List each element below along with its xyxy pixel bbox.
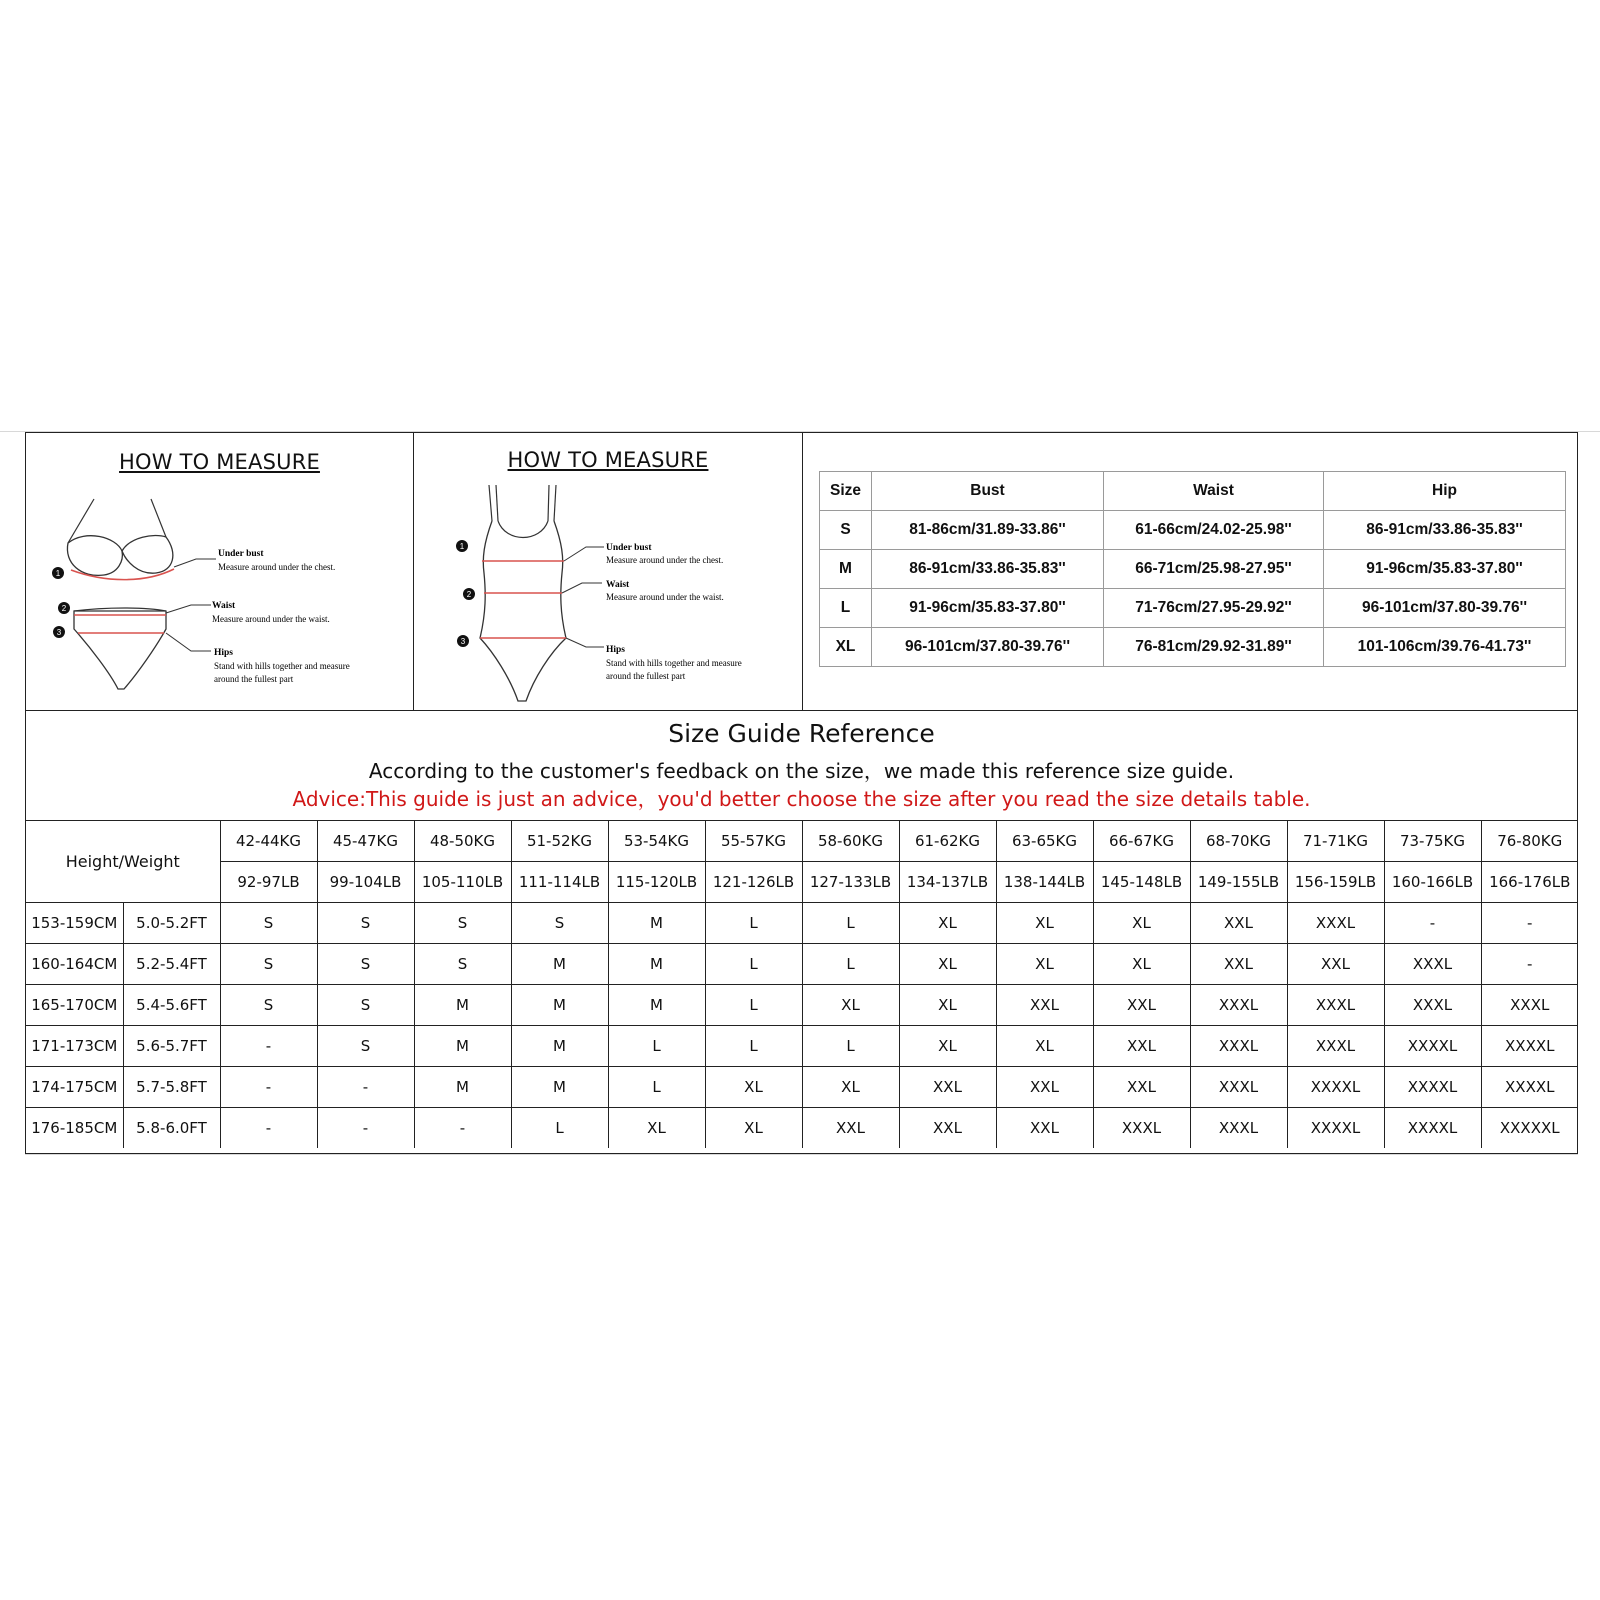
- weight-lb-header: 138-144LB: [996, 862, 1093, 903]
- column-header: Bust: [872, 472, 1104, 511]
- measurement-cell: 71-76cm/27.95-29.92'': [1104, 589, 1324, 628]
- column-header: Size: [820, 472, 872, 511]
- weight-lb-header: 121-126LB: [705, 862, 802, 903]
- size-cell: XXXXL: [1287, 1108, 1384, 1149]
- weight-lb-header: 127-133LB: [802, 862, 899, 903]
- weight-kg-header: 53-54KG: [608, 821, 705, 862]
- bottom-edge-line: [25, 1154, 1578, 1155]
- size-cell: L: [802, 1026, 899, 1067]
- size-cell: S: [317, 985, 414, 1026]
- size-cell: XXXL: [1481, 985, 1578, 1026]
- size-cell: L: [511, 1108, 608, 1149]
- size-cell: XL: [996, 903, 1093, 944]
- under-bust-desc: Measure around under the chest.: [606, 555, 724, 565]
- size-cell: XXL: [996, 1067, 1093, 1108]
- height-cm-cell: 176-185CM: [26, 1108, 123, 1149]
- hips-desc-line2: around the fullest part: [214, 674, 294, 684]
- size-cell: XXXL: [1287, 985, 1384, 1026]
- size-cell: L: [705, 1026, 802, 1067]
- size-cell: XXL: [1287, 944, 1384, 985]
- size-cell: XXL: [1093, 1026, 1190, 1067]
- height-cm-cell: 165-170CM: [26, 985, 123, 1026]
- size-cell: S: [414, 903, 511, 944]
- weight-kg-header: 76-80KG: [1481, 821, 1578, 862]
- size-cell: XL: [899, 985, 996, 1026]
- weight-kg-row: [26, 821, 1578, 862]
- weight-lb-header: 156-159LB: [1287, 862, 1384, 903]
- size-cell: S: [414, 944, 511, 985]
- size-cell: XXXXL: [1287, 1067, 1384, 1108]
- size-cell: XL: [820, 628, 872, 667]
- table-header-row: [820, 472, 1566, 511]
- guide-subtitle: According to the customer's feedback on the size，we made this reference size guide.: [368, 759, 1235, 783]
- weight-kg-header: 73-75KG: [1384, 821, 1481, 862]
- size-cell: XXXL: [1287, 1026, 1384, 1067]
- size-cell: XL: [996, 1026, 1093, 1067]
- size-cell: M: [511, 1067, 608, 1108]
- size-cell: S: [220, 985, 317, 1026]
- size-cell: XL: [899, 944, 996, 985]
- size-cell: XXL: [1190, 944, 1287, 985]
- panel-title: HOW TO MEASURE: [507, 448, 709, 472]
- measurement-cell: 76-81cm/29.92-31.89'': [1104, 628, 1324, 667]
- weight-kg-header: 66-67KG: [1093, 821, 1190, 862]
- column-header: Hip: [1324, 472, 1566, 511]
- measurement-cell: 96-101cm/37.80-39.76'': [1324, 589, 1566, 628]
- measurement-cell: 91-96cm/35.83-37.80'': [1324, 550, 1566, 589]
- size-cell: XXL: [1093, 985, 1190, 1026]
- weight-lb-header: 115-120LB: [608, 862, 705, 903]
- size-cell: XL: [608, 1108, 705, 1149]
- table-row: [26, 985, 1578, 1026]
- size-cell: S: [511, 903, 608, 944]
- waist-title: Waist: [212, 601, 236, 611]
- under-bust-desc: Measure around under the chest.: [218, 562, 336, 572]
- size-cell: XXXL: [1384, 944, 1481, 985]
- size-cell: XXXL: [1093, 1108, 1190, 1149]
- size-cell: XXXXXL: [1481, 1108, 1578, 1149]
- size-cell: M: [414, 985, 511, 1026]
- weight-kg-header: 63-65KG: [996, 821, 1093, 862]
- size-cell: M: [511, 985, 608, 1026]
- table-row: [26, 1108, 1578, 1149]
- weight-kg-header: 71-71KG: [1287, 821, 1384, 862]
- table-row: [26, 944, 1578, 985]
- table-row: [26, 903, 1578, 944]
- size-cell: M: [511, 944, 608, 985]
- size-cell: -: [414, 1108, 511, 1149]
- weight-kg-header: 48-50KG: [414, 821, 511, 862]
- size-cell: -: [1384, 903, 1481, 944]
- size-cell: M: [608, 903, 705, 944]
- weight-lb-header: 105-110LB: [414, 862, 511, 903]
- table-row: [820, 589, 1566, 628]
- size-cell: XL: [1093, 903, 1190, 944]
- weight-lb-header: 160-166LB: [1384, 862, 1481, 903]
- size-cell: XXXL: [1190, 1026, 1287, 1067]
- panel-title: HOW TO MEASURE: [119, 450, 320, 474]
- size-cell: S: [317, 1026, 414, 1067]
- size-cell: XXL: [899, 1067, 996, 1108]
- size-cell: -: [1481, 903, 1578, 944]
- size-cell: XL: [899, 1026, 996, 1067]
- hips-title: Hips: [606, 645, 626, 655]
- size-reference-table: [26, 821, 1578, 1148]
- size-cell: XL: [705, 1067, 802, 1108]
- size-cell: L: [608, 1067, 705, 1108]
- size-cell: -: [1481, 944, 1578, 985]
- bikini-diagram-illustration: [26, 433, 414, 710]
- measurement-cell: 101-106cm/39.76-41.73'': [1324, 628, 1566, 667]
- size-cell: XL: [802, 1067, 899, 1108]
- measurement-cell: 66-71cm/25.98-27.95'': [1104, 550, 1324, 589]
- size-cell: XXXXL: [1384, 1108, 1481, 1149]
- hips-desc-line2: around the fullest part: [606, 671, 686, 681]
- how-to-measure-onepiece-panel: [414, 433, 803, 710]
- column-header: Waist: [1104, 472, 1324, 511]
- measurement-cell: 61-66cm/24.02-25.98'': [1104, 511, 1324, 550]
- marker-1: 1: [459, 542, 465, 551]
- guide-advice: Advice:This guide is just an advice，you'd better choose the size after you read the size details table.: [292, 787, 1311, 811]
- size-cell: XXXL: [1287, 903, 1384, 944]
- table-row: [26, 1026, 1578, 1067]
- hips-desc-line1: Stand with hills together and measure: [214, 661, 350, 671]
- weight-lb-row: [26, 862, 1578, 903]
- table-row: [820, 628, 1566, 667]
- size-cell: S: [220, 903, 317, 944]
- size-cell: XXL: [996, 985, 1093, 1026]
- measurements-table: [819, 471, 1566, 667]
- height-cm-cell: 153-159CM: [26, 903, 123, 944]
- measurements-panel: [803, 433, 1578, 710]
- height-ft-cell: 5.6-5.7FT: [123, 1026, 220, 1067]
- size-cell: L: [705, 903, 802, 944]
- size-cell: L: [705, 944, 802, 985]
- size-cell: S: [820, 511, 872, 550]
- size-cell: S: [317, 903, 414, 944]
- marker-3: 3: [56, 628, 62, 637]
- waist-desc: Measure around under the waist.: [212, 614, 330, 624]
- height-cm-cell: 174-175CM: [26, 1067, 123, 1108]
- size-cell: -: [317, 1108, 414, 1149]
- size-cell: M: [608, 985, 705, 1026]
- marker-2: 2: [466, 590, 472, 599]
- weight-lb-header: 166-176LB: [1481, 862, 1578, 903]
- size-cell: L: [802, 944, 899, 985]
- weight-kg-header: 58-60KG: [802, 821, 899, 862]
- height-ft-cell: 5.4-5.6FT: [123, 985, 220, 1026]
- size-cell: XXL: [899, 1108, 996, 1149]
- weight-lb-header: 99-104LB: [317, 862, 414, 903]
- weight-kg-header: 51-52KG: [511, 821, 608, 862]
- size-chart-sheet: [25, 432, 1578, 1154]
- size-cell: XXXL: [1190, 1067, 1287, 1108]
- measurement-cell: 86-91cm/33.86-35.83'': [872, 550, 1104, 589]
- size-cell: -: [220, 1026, 317, 1067]
- marker-2: 2: [61, 604, 67, 613]
- measurement-cell: 86-91cm/33.86-35.83'': [1324, 511, 1566, 550]
- size-cell: M: [608, 944, 705, 985]
- size-cell: XXXL: [1190, 1108, 1287, 1149]
- under-bust-title: Under bust: [218, 549, 264, 559]
- onepiece-diagram-illustration: [414, 433, 803, 710]
- size-cell: M: [820, 550, 872, 589]
- hips-title: Hips: [214, 648, 234, 658]
- weight-lb-header: 111-114LB: [511, 862, 608, 903]
- height-weight-corner: Height/Weight: [26, 821, 220, 903]
- measurement-cell: 81-86cm/31.89-33.86'': [872, 511, 1104, 550]
- size-cell: -: [220, 1067, 317, 1108]
- size-cell: XL: [899, 903, 996, 944]
- under-bust-title: Under bust: [606, 543, 652, 553]
- weight-lb-header: 145-148LB: [1093, 862, 1190, 903]
- weight-kg-header: 68-70KG: [1190, 821, 1287, 862]
- height-ft-cell: 5.8-6.0FT: [123, 1108, 220, 1149]
- table-row: [820, 550, 1566, 589]
- size-cell: S: [220, 944, 317, 985]
- size-cell: L: [705, 985, 802, 1026]
- marker-3: 3: [460, 637, 466, 646]
- waist-desc: Measure around under the waist.: [606, 592, 724, 602]
- size-cell: XL: [1093, 944, 1190, 985]
- size-cell: XXL: [1093, 1067, 1190, 1108]
- how-to-measure-bikini-panel: [26, 433, 414, 710]
- waist-title: Waist: [606, 580, 630, 590]
- size-cell: L: [802, 903, 899, 944]
- weight-kg-header: 61-62KG: [899, 821, 996, 862]
- size-cell: M: [511, 1026, 608, 1067]
- size-cell: S: [317, 944, 414, 985]
- height-cm-cell: 171-173CM: [26, 1026, 123, 1067]
- size-cell: XL: [996, 944, 1093, 985]
- size-cell: XL: [705, 1108, 802, 1149]
- size-cell: XXL: [802, 1108, 899, 1149]
- weight-kg-header: 55-57KG: [705, 821, 802, 862]
- size-cell: L: [820, 589, 872, 628]
- size-cell: XXXL: [1190, 985, 1287, 1026]
- size-cell: XXXXL: [1384, 1067, 1481, 1108]
- weight-kg-header: 42-44KG: [220, 821, 317, 862]
- height-ft-cell: 5.0-5.2FT: [123, 903, 220, 944]
- size-cell: M: [414, 1026, 511, 1067]
- size-cell: XXL: [996, 1108, 1093, 1149]
- size-cell: L: [608, 1026, 705, 1067]
- marker-1: 1: [55, 569, 61, 578]
- table-row: [820, 511, 1566, 550]
- size-cell: XXXXL: [1384, 1026, 1481, 1067]
- guide-title: Size Guide Reference: [668, 719, 935, 748]
- height-cm-cell: 160-164CM: [26, 944, 123, 985]
- measurement-cell: 96-101cm/37.80-39.76'': [872, 628, 1104, 667]
- weight-kg-header: 45-47KG: [317, 821, 414, 862]
- size-guide-banner: [26, 710, 1577, 821]
- size-cell: XXXXL: [1481, 1067, 1578, 1108]
- size-cell: XXL: [1190, 903, 1287, 944]
- size-cell: XXXXL: [1481, 1026, 1578, 1067]
- weight-lb-header: 92-97LB: [220, 862, 317, 903]
- height-ft-cell: 5.7-5.8FT: [123, 1067, 220, 1108]
- size-cell: -: [317, 1067, 414, 1108]
- height-ft-cell: 5.2-5.4FT: [123, 944, 220, 985]
- measurement-cell: 91-96cm/35.83-37.80'': [872, 589, 1104, 628]
- hips-desc-line1: Stand with hills together and measure: [606, 658, 742, 668]
- size-cell: XL: [802, 985, 899, 1026]
- size-cell: XXXL: [1384, 985, 1481, 1026]
- size-cell: -: [220, 1108, 317, 1149]
- weight-lb-header: 149-155LB: [1190, 862, 1287, 903]
- weight-lb-header: 134-137LB: [899, 862, 996, 903]
- table-row: [26, 1067, 1578, 1108]
- size-cell: M: [414, 1067, 511, 1108]
